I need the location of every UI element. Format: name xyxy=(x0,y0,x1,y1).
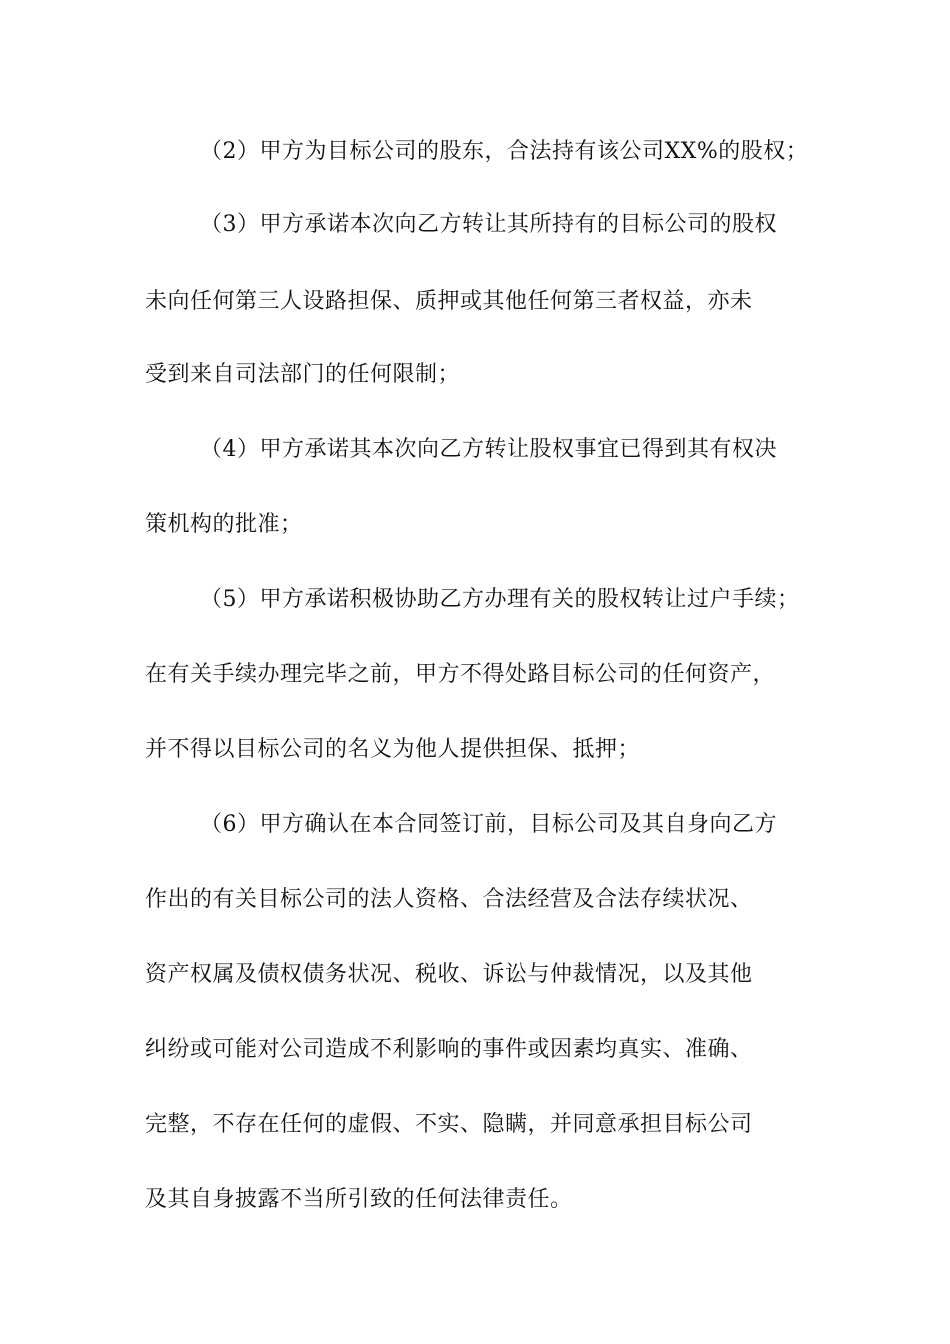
clause-4-line-1: （4）甲方承诺其本次向乙方转让股权事宜已得到其有权决 xyxy=(200,437,777,462)
clause-5-line-3: 并不得以目标公司的名义为他人提供担保、抵押； xyxy=(145,737,641,762)
clause-5-line-1: （5）甲方承诺积极协助乙方办理有关的股权转让过户手续； xyxy=(200,587,800,612)
clause-6-line-5: 完整，不存在任何的虚假、不实、隐瞒，并同意承担目标公司 xyxy=(145,1112,753,1137)
clause-6-line-6: 及其自身披露不当所引致的任何法律责任。 xyxy=(145,1187,573,1212)
clause-6-line-4: 纠纷或可能对公司造成不利影响的事件或因素均真实、准确、 xyxy=(145,1037,753,1062)
clause-2-line-1: （2）甲方为目标公司的股东，合法持有该公司XX%的股权； xyxy=(200,139,809,164)
clause-6-line-3: 资产权属及债权债务状况、税收、诉讼与仲裁情况，以及其他 xyxy=(145,962,753,987)
clause-3-line-3: 受到来自司法部门的任何限制； xyxy=(145,362,461,387)
clause-5-line-2: 在有关手续办理完毕之前，甲方不得处路目标公司的任何资产， xyxy=(145,662,776,687)
clause-6-line-1: （6）甲方确认在本合同签订前，目标公司及其自身向乙方 xyxy=(200,812,777,837)
clause-6-line-2: 作出的有关目标公司的法人资格、合法经营及合法存续状况、 xyxy=(145,887,753,912)
clause-3-line-1: （3）甲方承诺本次向乙方转让其所持有的目标公司的股权 xyxy=(200,212,777,237)
clause-3-line-2: 未向任何第三人设路担保、质押或其他任何第三者权益，亦未 xyxy=(145,289,753,314)
clause-4-line-2: 策机构的批准； xyxy=(145,512,303,537)
